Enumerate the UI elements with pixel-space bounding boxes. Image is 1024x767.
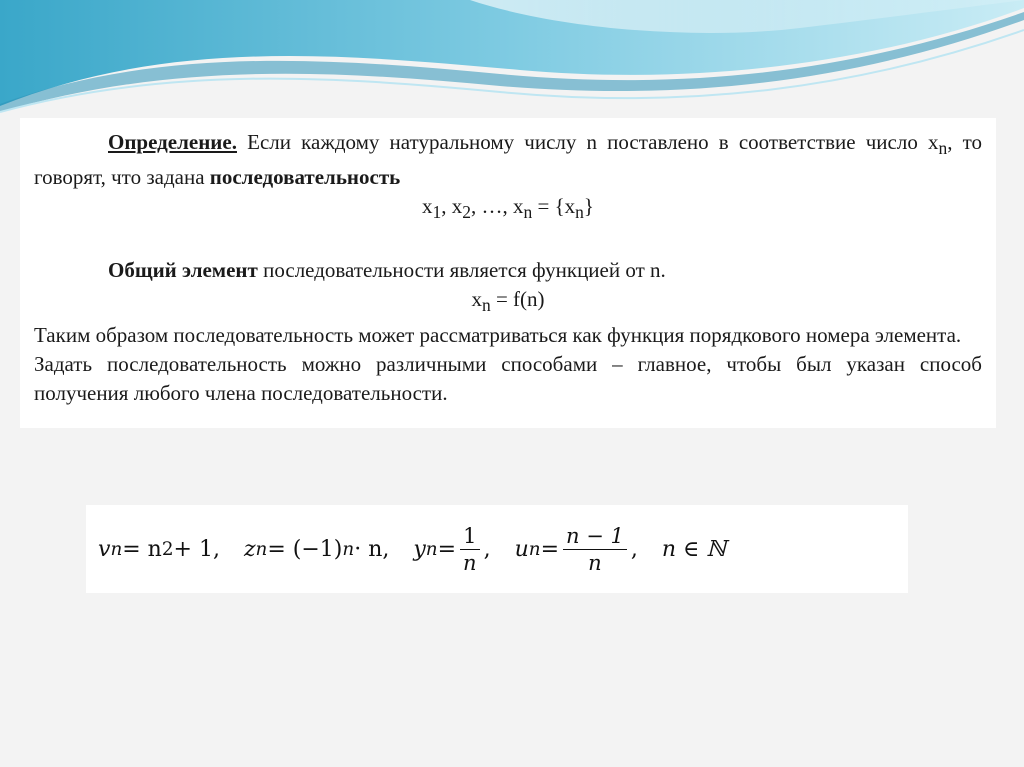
- sequence-term: последовательность: [209, 165, 401, 190]
- fraction-y: $\frac{1}{n}$: [460, 523, 480, 576]
- formula-domain: n ∈ ℕ: [661, 536, 727, 562]
- general-element-term: Общий элемент: [108, 258, 258, 283]
- definition-text: Если каждому натуральному числу n поставлено в соответствие число x: [236, 130, 939, 154]
- definition-term: Определение.: [108, 130, 237, 154]
- decorative-wave-header: [0, 0, 1024, 120]
- examples-formula-strip: [86, 505, 908, 593]
- definition-subscript: n: [938, 138, 948, 159]
- paragraph-function: Таким образом последовательность может рассматриваться как функция порядкового номера элемента.: [34, 322, 962, 347]
- general-element-paragraph: [34, 256, 982, 285]
- definition-text-tail: , то говорят, что задана: [34, 130, 982, 190]
- sequence-formula: $x_1$, $x_2$, …, $x_n = \{x_n\}$: [421, 194, 595, 223]
- formula-z: z n = (−1) n · n,: [243, 536, 390, 562]
- function-formula: $x_n = f(n)$: [471, 287, 545, 316]
- definition-paragraph: [34, 128, 982, 192]
- formula-u: u n = $\frac{n - 1}{n}$ ,: [514, 523, 638, 575]
- definition-text-block: [20, 118, 996, 428]
- paragraph-ways: Задать последовательность можно различными способами – главное, чтобы был указан способ получения любого члена последовательности.: [34, 351, 982, 405]
- formula-y: y n = $\frac{1}{n}$ ,: [413, 523, 491, 575]
- general-element-text: последовательности является функцией от n.: [257, 258, 666, 283]
- fraction-u: $\frac{n - 1}{n}$: [563, 523, 627, 576]
- formula-v: v n = n 2 + 1,: [98, 536, 220, 562]
